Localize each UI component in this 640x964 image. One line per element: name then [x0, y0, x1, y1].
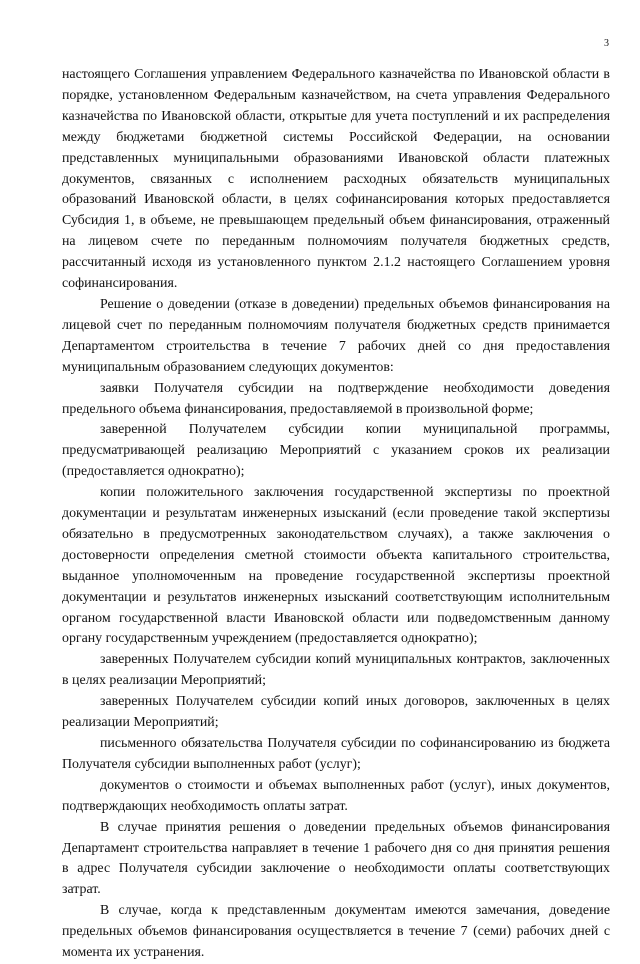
list-item-cost-documents: документов о стоимости и объемах выполненных работ (услуг), иных документов, подтверждающих необходимость оплаты затрат.	[62, 777, 610, 814]
paragraph-remarks: В случае, когда к представленным документам имеются замечания, доведение предельных объемов финансирования осуществляется в течение 7 (семи) рабочих дней с момента их устранения.	[62, 903, 610, 961]
paragraph-continuation: настоящего Соглашения управлением Федерального казначейства по Ивановской области в порядке, установленном Федеральным казначейством, на счета управления Федерального казначейства по Ивановской области, открытые для учета поступлений и их распределения между бюджетами бюджетной системы Российской Федерации, на основании представленных муниципальными образованиями Ивановской области платежных документов, связанных с исполнением расходных обязательств муниципальных образований Ивановской области, в целях софинансирования которых предоставляется Субсидия 1, в объеме, не превышающем предельный объем финансирования, отраженный на лицевом счете по переданным полномочиям получателя бюджетных средств, рассчитанный исходя из установленного пунктом 2.1.2 настоящего Соглашением уровня софинансирования.	[62, 67, 610, 292]
list-item-application: заявки Получателя субсидии на подтверждение необходимости доведения предельного объема финансирования, предоставляемой в произвольной форме;	[62, 380, 610, 417]
page-number: 3	[604, 38, 609, 49]
list-item-contracts-copy: заверенных Получателем субсидии копий муниципальных контрактов, заключенных в целях реализации Мероприятий;	[62, 652, 610, 689]
list-item-program-copy: заверенной Получателем субсидии копии муниципальной программы, предусматривающей реализацию Мероприятий с указанием сроков их реализации (предоставляется однократно);	[62, 422, 610, 480]
list-item-expertise-copy: копии положительного заключения государственной экспертизы по проектной документации и результатам инженерных изысканий (если проведение такой экспертизы обязательно в предусмотренных законодательством случаях), а также заключения о достоверности определения сметной стоимости объекта капитального строительства, выданное уполномоченным на проведение государственной экспертизы проектной документации и результатов инженерных изысканий соответствующим исполнительным органом государственной власти Ивановской области или подведомственным данному органу государственным учреждением (предоставляется однократно);	[62, 485, 610, 647]
paragraph-decision: Решение о доведении (отказе в доведении) предельных объемов финансирования на лицевой счет по переданным полномочиям получателя бюджетных средств принимается Департаментом строительства в течение 7 рабочих дней со дня предоставления муниципальным образованием следующих документов:	[62, 296, 610, 375]
paragraph-positive-decision: В случае принятия решения о доведении предельных объемов финансирования Департамент строительства направляет в течение 1 рабочего дня со дня принятия решения в адрес Получателя субсидии заключение о необходимости оплаты соответствующих затрат.	[62, 819, 610, 898]
list-item-cofinancing-obligation: письменного обязательства Получателя субсидии по софинансированию из бюджета Получателя субсидии выполненных работ (услуг);	[62, 736, 610, 772]
document-body	[62, 65, 610, 964]
list-item-other-agreements: заверенных Получателем субсидии копий иных договоров, заключенных в целях реализации Мероприятий;	[62, 694, 610, 731]
